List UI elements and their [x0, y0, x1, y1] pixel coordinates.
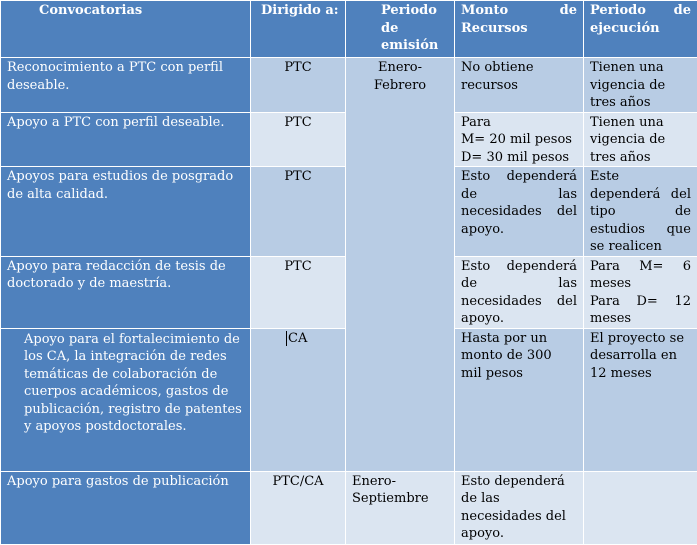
header-periodo-ejecucion-line-2: ejecución — [590, 20, 691, 38]
row-ejecucion-line: El proyecto se — [590, 330, 691, 348]
row-ejecucion-line: tres años — [590, 94, 691, 112]
periodo-line-1: Enero- — [352, 473, 448, 491]
row-ejecucion — [584, 112, 697, 167]
row-ejecucion-line: tres años — [590, 149, 691, 167]
row-monto-line: necesidades del — [461, 508, 577, 526]
header-periodo-ejecucion-line-1: Periodo de — [590, 2, 691, 20]
row-ejecucion — [584, 471, 697, 544]
row-ejecucion-line: vigencia de — [590, 131, 691, 149]
row-ejecucion — [584, 256, 697, 328]
row-convocatoria: Apoyo a PTC con perfil deseable. — [1, 112, 251, 167]
row-monto-line: monto de 300 — [461, 347, 577, 365]
row-ejecucion: Este dependerá del tipo de estudios que se realicen — [584, 167, 697, 257]
row-convocatoria: Apoyo para gastos de publicación — [1, 471, 251, 544]
header-dirigido: Dirigido a: — [251, 1, 346, 58]
row-monto-line: Para — [461, 114, 577, 132]
row-ejecucion-line: Para M= 6 meses — [590, 258, 691, 293]
row-monto-line: mil pesos — [461, 365, 577, 383]
row-dirigido: PTC — [251, 112, 346, 167]
row-monto-line: Esto dependerá — [461, 473, 577, 491]
row-monto: Esto dependerá de las necesidades del apoyo. — [455, 167, 584, 257]
row-convocatoria: Apoyo para el fortalecimiento de los CA, la integración de redes temáticas de colaboración de cuerpos académicos, gastos de publicación, registro de patentes y apoyos postdoctorales. — [1, 328, 251, 471]
header-periodo-emision-line-3: emisión — [381, 37, 448, 55]
row-monto-line: Hasta por un — [461, 330, 577, 348]
header-monto — [455, 1, 584, 58]
header-convocatorias: Convocatorias — [1, 1, 251, 58]
row-dirigido: PTC — [251, 256, 346, 328]
row-dirigido: PTC/CA — [251, 471, 346, 544]
row-monto — [455, 328, 584, 471]
header-periodo-emision — [346, 1, 455, 58]
row-dirigido — [251, 328, 346, 471]
header-periodo-ejecucion — [584, 1, 697, 58]
row-monto-line: recursos — [461, 77, 577, 95]
header-row — [1, 1, 697, 58]
row-ejecucion — [584, 58, 697, 113]
header-monto-line-1: Monto de — [461, 2, 577, 20]
header-periodo-emision-line-2: de — [381, 20, 448, 38]
row-convocatoria: Reconocimiento a PTC con perfil deseable. — [1, 58, 251, 113]
row-monto-line: M= 20 mil pesos — [461, 131, 577, 149]
periodo-emision-cell — [346, 58, 455, 472]
row-monto — [455, 112, 584, 167]
row-dirigido: PTC — [251, 167, 346, 257]
row-convocatoria: Apoyos para estudios de posgrado de alta calidad. — [1, 167, 251, 257]
row-monto-line: No obtiene — [461, 59, 577, 77]
row-monto-line: D= 30 mil pesos — [461, 149, 577, 167]
header-monto-line-2: Recursos — [461, 20, 577, 38]
row-ejecucion-line: Tienen una — [590, 59, 691, 77]
row-ejecucion-line: Para D= 12 meses — [590, 293, 691, 328]
periodo-emision-cell — [346, 471, 455, 544]
row-monto: Esto dependerá de las necesidades del apoyo. — [455, 256, 584, 328]
row-ejecucion-line: 12 meses — [590, 365, 691, 383]
periodo-line-2: Septiembre — [352, 490, 448, 508]
row-dirigido: PTC — [251, 58, 346, 113]
row-dirigido-value: CA — [286, 331, 307, 346]
row-monto-line: de las — [461, 490, 577, 508]
table-row — [1, 471, 697, 544]
table-row — [1, 58, 697, 113]
row-ejecucion — [584, 328, 697, 471]
row-monto — [455, 58, 584, 113]
periodo-line-2: Febrero — [352, 77, 448, 95]
row-ejecucion-line: desarrolla en — [590, 347, 691, 365]
row-ejecucion-line: Tienen una — [590, 114, 691, 132]
row-ejecucion-line: vigencia de — [590, 77, 691, 95]
row-monto — [455, 471, 584, 544]
header-periodo-emision-line-1: Periodo — [381, 2, 448, 20]
periodo-line-1: Enero- — [352, 59, 448, 77]
row-convocatoria: Apoyo para redacción de tesis de doctorado y de maestría. — [1, 256, 251, 328]
row-monto-line: apoyo. — [461, 525, 577, 543]
